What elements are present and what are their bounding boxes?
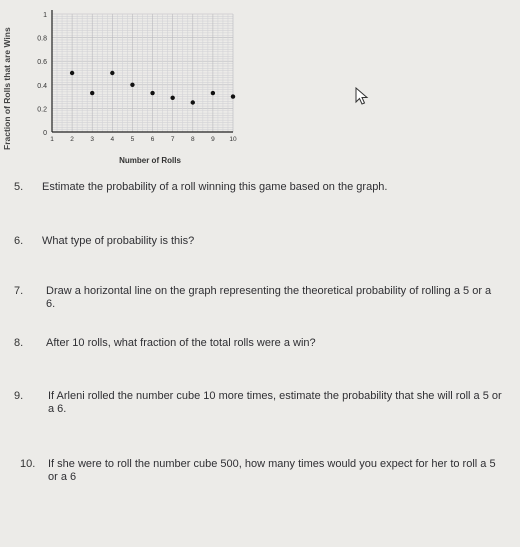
data-point [70, 71, 74, 75]
question-number: 8. [14, 337, 24, 349]
x-tick-label: 10 [229, 136, 237, 143]
question-number: 6. [14, 235, 24, 247]
x-tick-label: 3 [90, 136, 95, 143]
question-text: What type of probability is this? [42, 235, 195, 247]
data-point [90, 91, 94, 95]
data-point [170, 96, 174, 100]
mouse-pointer-icon [354, 87, 370, 105]
question-number: 10. [20, 458, 36, 470]
question-text: Estimate the probability of a roll winning this game based on the graph. [42, 181, 388, 193]
question-text: If Arleni rolled the number cube 10 more times, estimate the probability that she will roll a 5 or a 6. [48, 390, 502, 415]
question-number: 9. [14, 390, 24, 402]
chart-svg [0, 0, 520, 170]
x-tick-label: 5 [130, 136, 135, 143]
data-point [231, 94, 235, 98]
x-axis-label: Number of Rolls [119, 156, 181, 165]
x-tick-label: 7 [170, 136, 175, 143]
question-number: 7. [14, 285, 24, 297]
y-tick-label: 0.8 [37, 35, 47, 43]
question-text: Draw a horizontal line on the graph representing the theoretical probability of rolling a 5 or a 6. [46, 285, 492, 310]
x-tick-label: 6 [150, 136, 155, 143]
y-tick-label: 0.4 [37, 82, 47, 90]
question-text: After 10 rolls, what fraction of the total rolls were a win? [46, 337, 316, 349]
data-point [211, 91, 215, 95]
x-tick-label: 4 [110, 136, 115, 143]
y-tick-label: 0 [43, 130, 47, 137]
y-tick-label: 0.6 [37, 59, 47, 67]
scatter-plot [0, 0, 520, 170]
x-tick-label: 9 [211, 136, 215, 143]
question-text: If she were to roll the number cube 500, how many times would you expect for her to roll a 5 or a 6 [48, 458, 496, 483]
y-tick-label: 0.2 [37, 106, 47, 114]
data-point [110, 71, 114, 75]
y-axis-label: Fraction of Rolls that are Wins [2, 27, 12, 150]
question-number: 5. [14, 181, 24, 193]
data-point [191, 100, 195, 104]
x-tick-label: 1 [50, 136, 54, 143]
x-tick-label: 2 [70, 136, 74, 143]
data-point [130, 83, 134, 87]
y-tick-label: 1 [43, 12, 47, 19]
x-tick-label: 8 [190, 136, 195, 143]
data-point [150, 91, 154, 95]
